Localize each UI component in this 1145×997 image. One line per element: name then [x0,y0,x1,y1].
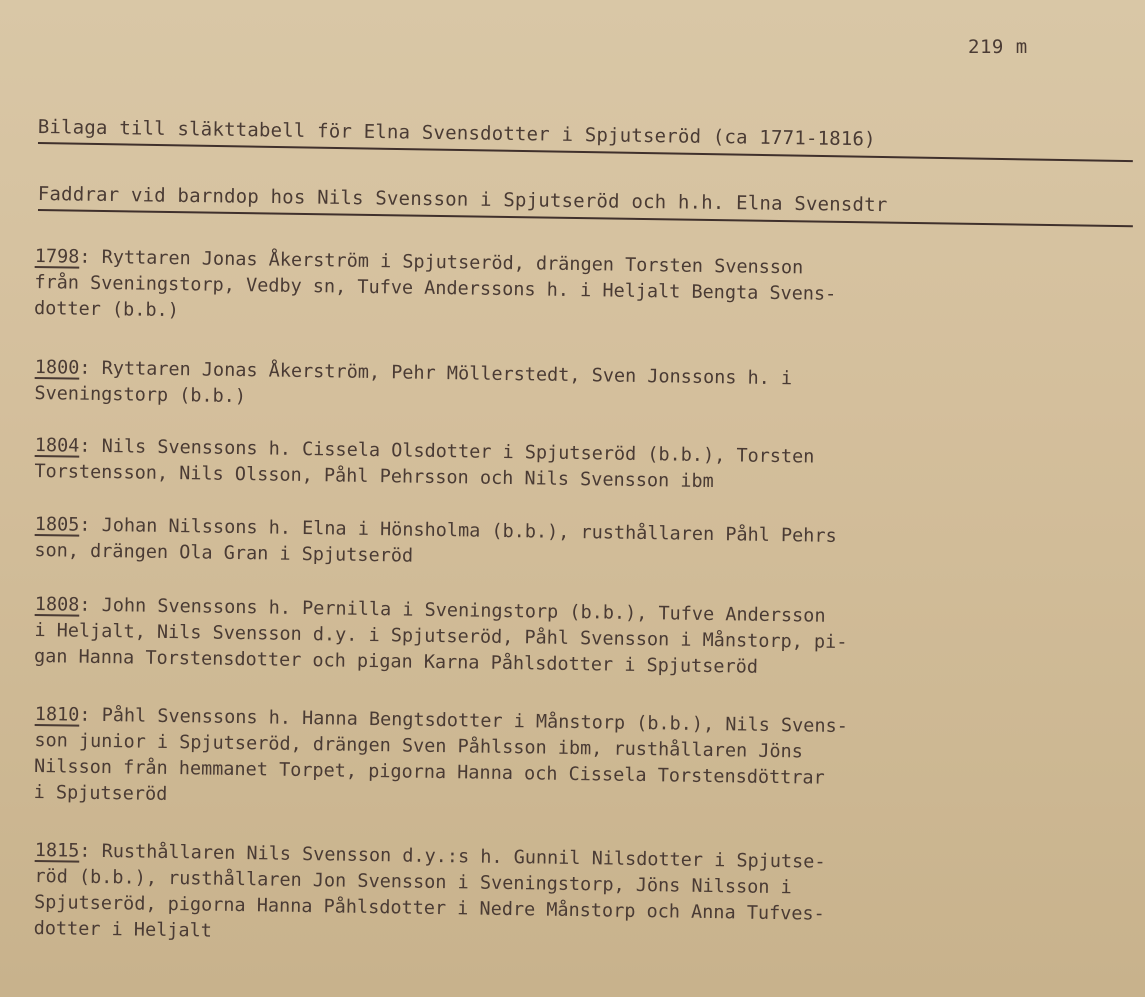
entry-text: son junior i Spjutseröd, drängen Sven Påhlsson ibm, rusthållaren Jöns [34,729,804,763]
entry-text: : Johan Nilssons h. Elna i Hönsholma (b.b.), rusthållaren Påhl Pehrs [79,514,837,547]
entry-text: dotter i Heljalt [33,917,213,942]
entry-text: från Sveningstorp, Vedby sn, Tufve Anderssons h. i Heljalt Bengta Svens- [34,271,837,305]
entry-text: gan Hanna Torstensdotter och pigan Karna Påhlsdotter i Spjutseröd [33,645,759,678]
document-subtitle: Faddrar vid barndop hos Nils Svensson i Spjutseröd och h.h. Elna Svensdtr [37,183,888,217]
entry-text: : Nils Svenssons h. Cissela Olsdotter i Spjutseröd (b.b.), Torsten [79,435,815,468]
entry-year: 1798 [34,245,80,268]
entry-text: : Ryttaren Jonas Åkerström, Pehr Möllerstedt, Sven Jonssons h. i [79,357,793,390]
entry-text: : Ryttaren Jonas Åkerström i Spjutseröd, drängen Torsten Svensson [79,246,804,279]
entry-text: : Rusthållaren Nils Svensson d.y.:s h. Gunnil Nilsdotter i Spjutse- [79,840,826,873]
entry-1798 [34,244,1135,338]
entry-year: 1800 [34,356,80,379]
entry-1805 [34,512,1135,580]
entry-text: i Heljalt, Nils Svensson d.y. i Spjutseröd, Påhl Svensson i Månstorp, pi- [34,619,848,654]
entry-1800 [34,355,1135,423]
entry-text: : Påhl Svenssons h. Hanna Bengtsdotter i Månstorp (b.b.), Nils Svens- [79,704,848,738]
entry-year: 1815 [34,839,80,862]
entry-year: 1810 [34,703,80,726]
entry-1815 [33,838,1134,958]
entry-text: : John Svenssons h. Pernilla i Sveningstorp (b.b.), Tufve Andersson [79,594,826,627]
entry-text: Nilsson från hemmanet Torpet, pigorna Hanna och Cissela Torstensdöttrar [33,755,825,789]
entry-year: 1805 [34,513,80,536]
entry-1810 [33,702,1134,822]
entry-year: 1808 [34,593,80,616]
entry-text: Torstensson, Nils Olsson, Påhl Pehrsson och Nils Svensson ibm [34,460,714,493]
entry-1808 [34,592,1135,686]
entry-text: i Spjutseröd [33,781,168,805]
document-title: Bilaga till släkttabell för Elna Svensdotter i Spjutseröd (ca 1771-1816) [37,116,876,151]
entry-1804 [34,433,1135,501]
entry-year: 1804 [34,434,80,457]
entry-text: Spjutseröd, pigorna Hanna Påhlsdotter i Nedre Månstorp och Anna Tufves- [33,891,825,925]
page-number: 219 m [968,36,1028,58]
entry-text: son, drängen Ola Gran i Spjutseröd [34,539,414,567]
entry-text: Sveningstorp (b.b.) [34,382,247,408]
entry-text: dotter (b.b.) [33,297,179,322]
entry-text: röd (b.b.), rusthållaren Jon Svensson i Sveningstorp, Jöns Nilsson i [34,865,792,899]
